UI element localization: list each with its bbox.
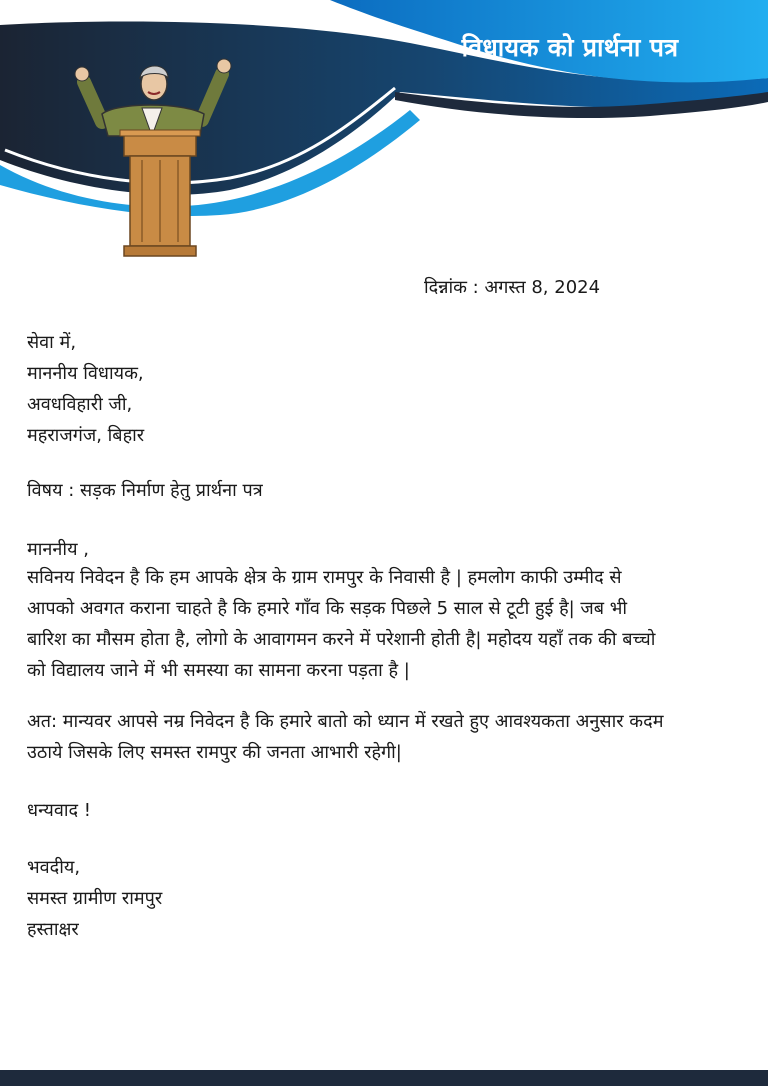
- body-line: अत: मान्यवर आपसे नम्र निवेदन है कि हमारे बातो को ध्यान में रखते हुए आवश्यकता अनुसार कदम: [27, 711, 664, 732]
- recipient-line: महराजगंज, बिहार: [27, 425, 145, 446]
- signature-label: हस्ताक्षर: [27, 919, 79, 940]
- footer-bar: [0, 1070, 768, 1086]
- letter-body-paragraph-1: [27, 562, 747, 686]
- recipient-line: माननीय विधायक,: [27, 363, 144, 384]
- body-line: सविनय निवेदन है कि हम आपके क्षेत्र के ग्राम रामपुर के निवासी है | हमलोग काफी उम्मीद से: [27, 567, 622, 588]
- letter-thanks: धन्यवाद !: [27, 800, 91, 821]
- letter-closing: [27, 852, 162, 945]
- letter-subject: विषय : सड़क निर्माण हेतु प्रार्थना पत्र: [27, 480, 263, 501]
- recipient-line: सेवा में,: [27, 332, 77, 353]
- letter-date: दिन्नांक : अगस्त 8, 2024: [424, 277, 601, 298]
- letter-salutation: माननीय ,: [27, 539, 89, 560]
- closing-line: भवदीय,: [27, 857, 81, 878]
- recipient-line: अवधविहारी जी,: [27, 394, 133, 415]
- speaker-at-podium-icon: [72, 52, 238, 260]
- body-line: बारिश का मौसम होता है, लोगो के आवागमन करने में परेशानी होती है| महोदय यहाँ तक की बच्चो: [27, 629, 656, 650]
- body-line: उठाये जिसके लिए समस्त रामपुर की जनता आभारी रहेगी|: [27, 742, 402, 763]
- closing-line: समस्त ग्रामीण रामपुर: [27, 888, 163, 909]
- page-title: विधायक को प्रार्थना पत्र: [461, 33, 679, 62]
- body-line: को विद्यालय जाने में भी समस्या का सामना करना पड़ता है |: [27, 660, 410, 681]
- letter-body-paragraph-2: [27, 706, 747, 768]
- body-line: आपको अवगत कराना चाहते है कि हमारे गाँव कि सड़क पिछले 5 साल से टूटी हुई है| जब भी: [27, 598, 628, 619]
- recipient-address: [27, 327, 144, 451]
